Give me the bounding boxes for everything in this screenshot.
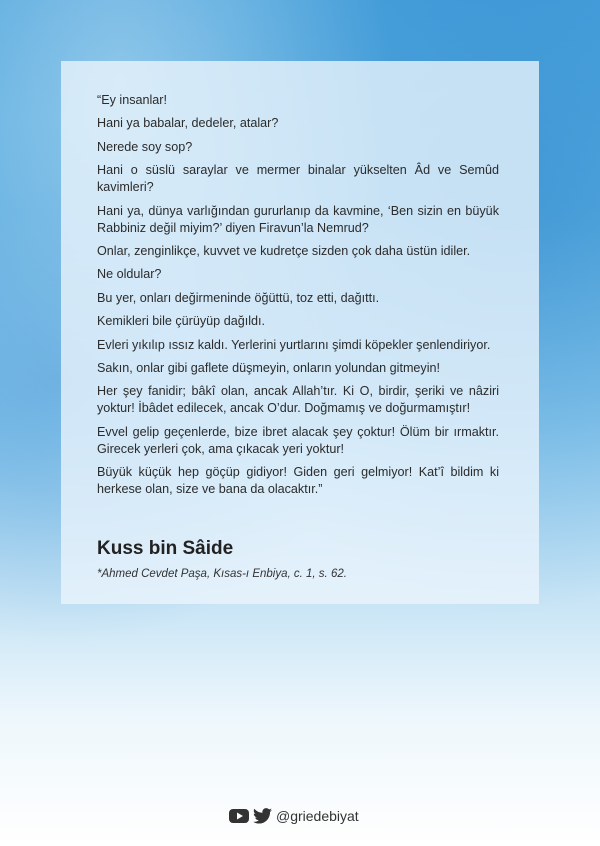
quote-paragraph: Ne oldular? bbox=[97, 267, 162, 282]
quote-paragraph: Nerede soy sop? bbox=[97, 139, 193, 154]
twitter-icon[interactable] bbox=[253, 808, 272, 824]
quote-paragraph: Sakın, onlar gibi gaflete düşmeyin, onların yolundan gitmeyin! bbox=[97, 360, 441, 375]
quote-paragraph: Hani ya babalar, dedeler, atalar? bbox=[97, 116, 279, 131]
youtube-icon[interactable] bbox=[229, 809, 249, 823]
author-name: Kuss bin Sâide bbox=[97, 538, 234, 559]
quote-paragraph: “Ey insanlar! bbox=[97, 93, 167, 107]
social-handle[interactable]: @griedebiyat bbox=[276, 808, 359, 824]
quote-paragraph: Büyük küçük hep göçüp gidiyor! Giden geri gelmiyor! Kat’î bildim ki herkese olan, size ve bana da olacaktır.” bbox=[97, 465, 499, 497]
quote-text bbox=[97, 92, 499, 504]
quote-paragraph: Hani o süslü saraylar ve mermer binalar yükselten Âd ve Semûd kavimleri? bbox=[97, 163, 499, 195]
quote-paragraph: Evleri yıkılıp ıssız kaldı. Yerlerini yurtlarını şimdi köpekler şenlendiriyor. bbox=[97, 337, 491, 352]
quote-paragraph: Kemikleri bile çürüyüp dağıldı. bbox=[97, 314, 265, 329]
source-citation: *Ahmed Cevdet Paşa, Kısas-ı Enbiya, c. 1, s. 62. bbox=[97, 568, 347, 580]
quote-paragraph: Bu yer, onları değirmeninde öğüttü, toz etti, dağıttı. bbox=[97, 290, 380, 305]
quote-paragraph: Onlar, zenginlikçe, kuvvet ve kudretçe sizden çok daha üstün idiler. bbox=[97, 243, 471, 258]
social-footer bbox=[229, 806, 359, 826]
quote-paragraph: Evvel gelip geçenlerde, bize ibret alacak şey çoktur! Ölüm bir ırmaktır. Girecek yerleri çok, ama çıkacak yeri yoktur! bbox=[97, 424, 499, 456]
quote-paragraph: Hani ya, dünya varlığından gururlanıp da kavmine, ‘Ben sizin en büyük Rabbiniz değil miyim?’ diyen Firavun’la Nemrud? bbox=[97, 203, 499, 235]
quote-paragraph: Her şey fanidir; bâkî olan, ancak Allah’tır. Ki O, birdir, şeriki ve nâziri yoktur! İbâdet edilecek, ancak O’dur. Doğmamış ve doğurmamıştır! bbox=[97, 384, 499, 416]
